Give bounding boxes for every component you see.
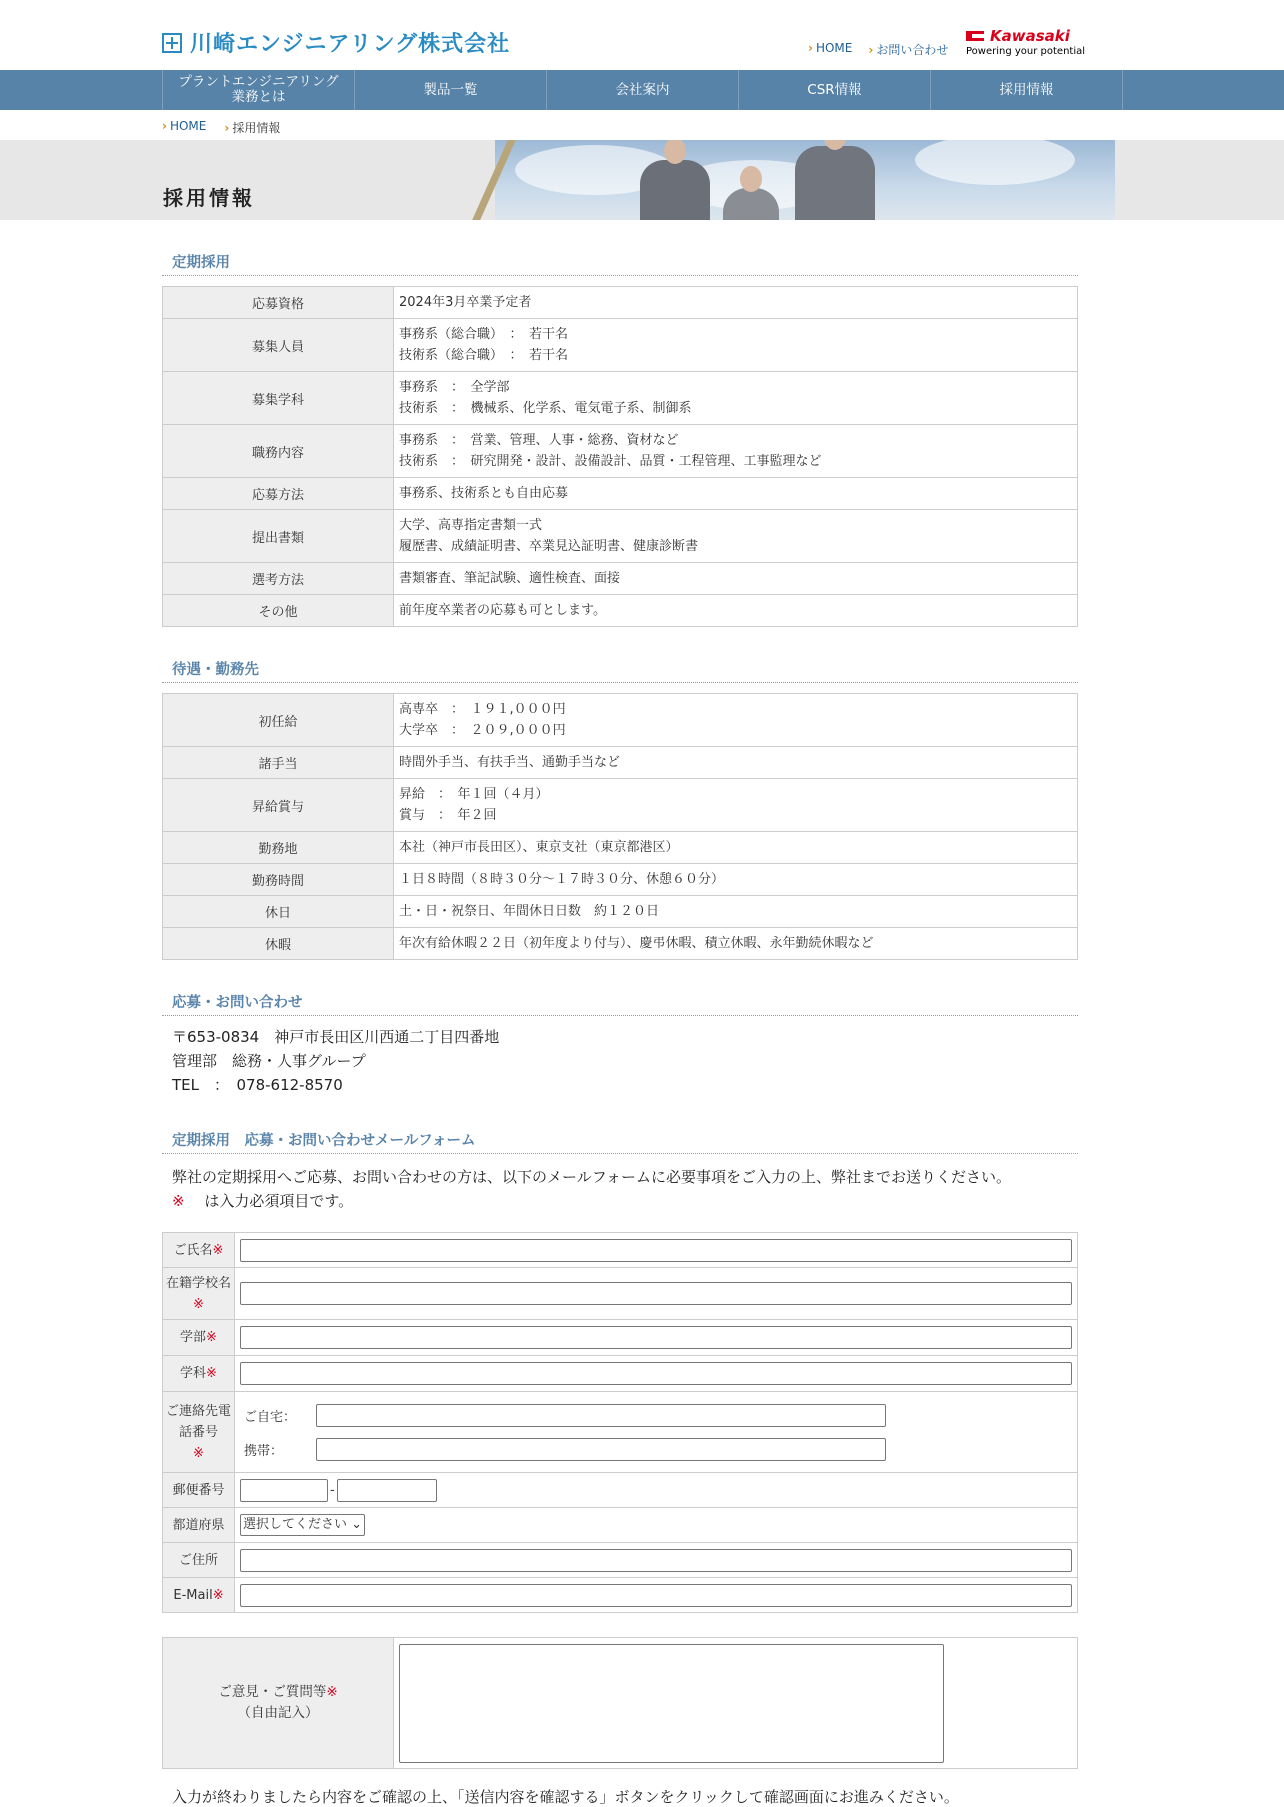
value-line: 賞与 ： 年２回 <box>399 808 497 823</box>
table-row <box>163 896 1078 928</box>
required-mark: ※ <box>206 1366 217 1381</box>
row-label: 勤務地 <box>163 832 394 864</box>
section-title-regular: 定期採用 <box>172 255 230 271</box>
nav-label: プラントエンジニアリング 業務とは <box>178 74 339 105</box>
value-line: 事務系、技術系とも自由応募 <box>399 486 569 501</box>
phone-mobile-input[interactable] <box>316 1438 886 1461</box>
row-value <box>394 928 1078 960</box>
row-value <box>394 896 1078 928</box>
value-line: 事務系 ： 全学部 <box>399 380 510 395</box>
value-line: 昇給 ： 年１回（４月） <box>399 787 549 802</box>
value-line: １日８時間（８時３０分～１７時３０分、休憩６０分） <box>399 872 725 887</box>
form-footnote: 入力が終わりましたら内容をご確認の上、「送信内容を確認する」ボタンをクリックして確認画面にお進みください。 <box>172 1788 959 1806</box>
regular-recruit-table <box>162 286 1078 627</box>
row-label: 募集学科 <box>163 372 394 425</box>
kawasaki-mark-icon <box>966 31 984 41</box>
table-row <box>163 832 1078 864</box>
table-row <box>163 478 1078 510</box>
chevron-down-icon: ⌄ <box>351 1517 363 1532</box>
contact-address: 〒653-0834 神戸市長田区川西通二丁目四番地 <box>172 1028 500 1046</box>
form-row-department <box>163 1356 1078 1392</box>
field-label: 都道府県 <box>172 1517 225 1533</box>
row-label: 職務内容 <box>163 425 394 478</box>
field-label: 学科 <box>180 1366 207 1381</box>
required-mark: ※ <box>172 1192 185 1210</box>
page-title: 採用情報 <box>163 186 255 210</box>
row-label: 応募方法 <box>163 478 394 510</box>
field-label: ご連絡先電話番号 <box>165 1403 231 1440</box>
section-title-contact: 応募・お問い合わせ <box>172 995 303 1011</box>
table-row <box>163 372 1078 425</box>
required-mark: ※ <box>326 1684 338 1700</box>
table-row <box>163 595 1078 627</box>
row-value <box>394 287 1078 319</box>
row-label: 休暇 <box>163 928 394 960</box>
row-label: 選考方法 <box>163 563 394 595</box>
field-label: ご氏名 <box>173 1242 213 1258</box>
value-line: 技術系 ： 機械系、化学系、電気電子系、制御系 <box>399 401 692 416</box>
section-divider <box>162 1015 1078 1016</box>
required-mark: ※ <box>212 1242 224 1258</box>
section-divider <box>162 1153 1078 1154</box>
row-value <box>394 694 1078 747</box>
value-line: 前年度卒業者の応募も可とします。 <box>399 603 606 618</box>
nav-item-recruit[interactable] <box>931 70 1123 110</box>
required-note: は入力必須項目です。 <box>204 1192 354 1210</box>
table-row <box>163 864 1078 896</box>
treatment-table <box>162 693 1078 960</box>
row-label: 諸手当 <box>163 747 394 779</box>
value-line: 本社（神戸市長田区）、東京支社（東京都港区） <box>399 840 679 855</box>
form-row-comments <box>163 1638 1078 1769</box>
name-input[interactable] <box>240 1239 1072 1262</box>
required-mark: ※ <box>193 1296 204 1312</box>
row-label: 募集人員 <box>163 319 394 372</box>
nav-item-products[interactable] <box>355 70 547 110</box>
form-row-school <box>163 1268 1078 1320</box>
site-logo[interactable] <box>162 27 510 58</box>
value-line: 事務系 ： 営業、管理、人事・総務、資材など <box>399 433 679 448</box>
application-form <box>162 1232 1078 1613</box>
value-line: 2024年3月卒業予定者 <box>399 295 532 310</box>
value-line: 大学卒 ： ２０９,０００円 <box>399 723 566 738</box>
row-label: 応募資格 <box>163 287 394 319</box>
table-row <box>163 694 1078 747</box>
value-line: 事務系（総合職） ： 若干名 <box>399 327 569 342</box>
row-value <box>394 832 1078 864</box>
table-row <box>163 319 1078 372</box>
row-value <box>394 864 1078 896</box>
row-value <box>394 510 1078 563</box>
form-row-email <box>163 1578 1078 1613</box>
address-input[interactable] <box>240 1549 1072 1572</box>
value-line: 大学、高専指定書類一式 <box>399 518 543 533</box>
contact-info <box>172 1025 499 1097</box>
email-input[interactable] <box>240 1584 1072 1607</box>
breadcrumb-current: › 採用情報 <box>224 119 280 136</box>
hero-photo <box>495 140 1115 220</box>
department-input[interactable] <box>240 1362 1072 1385</box>
contact-tel: TEL ： 078-612-8570 <box>172 1076 343 1094</box>
comments-form <box>162 1637 1078 1769</box>
page-hero <box>0 140 1284 220</box>
phone-home-input[interactable] <box>316 1404 886 1427</box>
section-title-form: 定期採用 応募・お問い合わせメールフォーム <box>172 1133 476 1149</box>
faculty-input[interactable] <box>240 1326 1072 1349</box>
table-row <box>163 747 1078 779</box>
nav-item-plant-engineering[interactable] <box>163 70 355 110</box>
kawasaki-brand-logo[interactable] <box>966 27 1085 57</box>
zip-input-second[interactable] <box>337 1479 437 1502</box>
nav-item-csr[interactable] <box>739 70 931 110</box>
required-mark: ※ <box>212 1587 224 1603</box>
field-sublabel: （自由記入） <box>237 1705 319 1721</box>
value-line: 高専卒 ： １９１,０００円 <box>399 702 566 717</box>
row-label: 提出書類 <box>163 510 394 563</box>
util-link-contact[interactable]: › お問い合わせ <box>868 41 948 58</box>
prefecture-select[interactable] <box>240 1514 365 1536</box>
row-label: その他 <box>163 595 394 627</box>
school-input[interactable] <box>240 1282 1072 1305</box>
value-line: 土・日・祝祭日、年間休日日数 約１２０日 <box>399 904 660 919</box>
table-row <box>163 563 1078 595</box>
form-row-zip <box>163 1473 1078 1508</box>
brand-name: Kawasaki <box>990 27 1070 45</box>
value-line: 技術系 ： 研究開発・設計、設備設計、品質・工程管理、工事監理など <box>399 454 822 469</box>
row-value <box>394 319 1078 372</box>
row-value <box>394 779 1078 832</box>
row-value <box>394 425 1078 478</box>
form-row-phone <box>163 1392 1078 1473</box>
logo-text: 川崎エンジニアリング株式会社 <box>190 32 511 57</box>
zip-input-first[interactable] <box>240 1479 328 1502</box>
row-value <box>394 372 1078 425</box>
form-intro-text: 弊社の定期採用へご応募、お問い合わせの方は、以下のメールフォームに必要事項をご入力の上、弊社までお送りください。 <box>172 1168 1011 1186</box>
value-line: 書類審査、筆記試験、適性検査、面接 <box>399 571 621 586</box>
field-label: 郵便番号 <box>172 1482 225 1498</box>
field-label: ご住所 <box>178 1552 218 1568</box>
required-mark: ※ <box>206 1330 217 1345</box>
row-label: 勤務時間 <box>163 864 394 896</box>
table-row <box>163 779 1078 832</box>
row-value <box>394 747 1078 779</box>
row-value <box>394 478 1078 510</box>
table-row <box>163 510 1078 563</box>
form-row-name <box>163 1233 1078 1268</box>
nav-label: 製品一覧 <box>423 81 478 98</box>
row-label: 初任給 <box>163 694 394 747</box>
breadcrumb-home[interactable]: › HOME <box>162 119 206 136</box>
zip-separator: - <box>330 1482 335 1498</box>
value-line: 履歴書、成績証明書、卒業見込証明書、健康診断書 <box>399 539 699 554</box>
utility-links <box>808 41 948 58</box>
required-mark: ※ <box>193 1445 204 1461</box>
row-label: 昇給賞与 <box>163 779 394 832</box>
section-title-treatment: 待遇・勤務先 <box>172 662 259 678</box>
form-row-faculty <box>163 1320 1078 1356</box>
value-line: 技術系（総合職） ： 若干名 <box>399 348 569 363</box>
company-emblem-icon <box>162 33 182 53</box>
form-intro <box>172 1165 1011 1213</box>
row-label: 休日 <box>163 896 394 928</box>
table-row <box>163 425 1078 478</box>
value-line: 年次有給休暇２２日（初年度より付与）、慶弔休暇、積立休暇、永年勤続休暇など <box>399 936 874 951</box>
comments-textarea[interactable] <box>399 1644 944 1763</box>
field-label: 学部 <box>180 1330 207 1345</box>
form-row-prefecture <box>163 1508 1078 1543</box>
table-row <box>163 928 1078 960</box>
field-label: E-Mail <box>173 1587 213 1603</box>
brand-tagline: Powering your potential <box>966 46 1086 57</box>
prefecture-selected: 選択してください <box>243 1517 348 1532</box>
phone-home-label: ご自宅： <box>244 1409 297 1425</box>
global-nav <box>0 70 1284 110</box>
nav-item-company[interactable] <box>547 70 739 110</box>
row-value <box>394 595 1078 627</box>
site-header <box>0 0 1284 70</box>
util-link-home[interactable]: › HOME <box>808 41 852 58</box>
field-label: ご意見・ご質問等 <box>218 1684 327 1700</box>
section-divider <box>162 682 1078 683</box>
table-row <box>163 287 1078 319</box>
form-row-address <box>163 1543 1078 1578</box>
nav-label: CSR情報 <box>807 81 862 98</box>
value-line: 時間外手当、有扶手当、通勤手当など <box>399 755 621 770</box>
nav-label: 採用情報 <box>999 81 1054 98</box>
field-label: 在籍学校名 <box>165 1275 231 1291</box>
breadcrumb <box>162 119 280 136</box>
row-value <box>394 563 1078 595</box>
contact-department: 管理部 総務・人事グループ <box>172 1052 366 1070</box>
nav-label: 会社案内 <box>615 81 670 98</box>
phone-mobile-label: 携帯： <box>244 1443 284 1459</box>
section-divider <box>162 275 1078 276</box>
